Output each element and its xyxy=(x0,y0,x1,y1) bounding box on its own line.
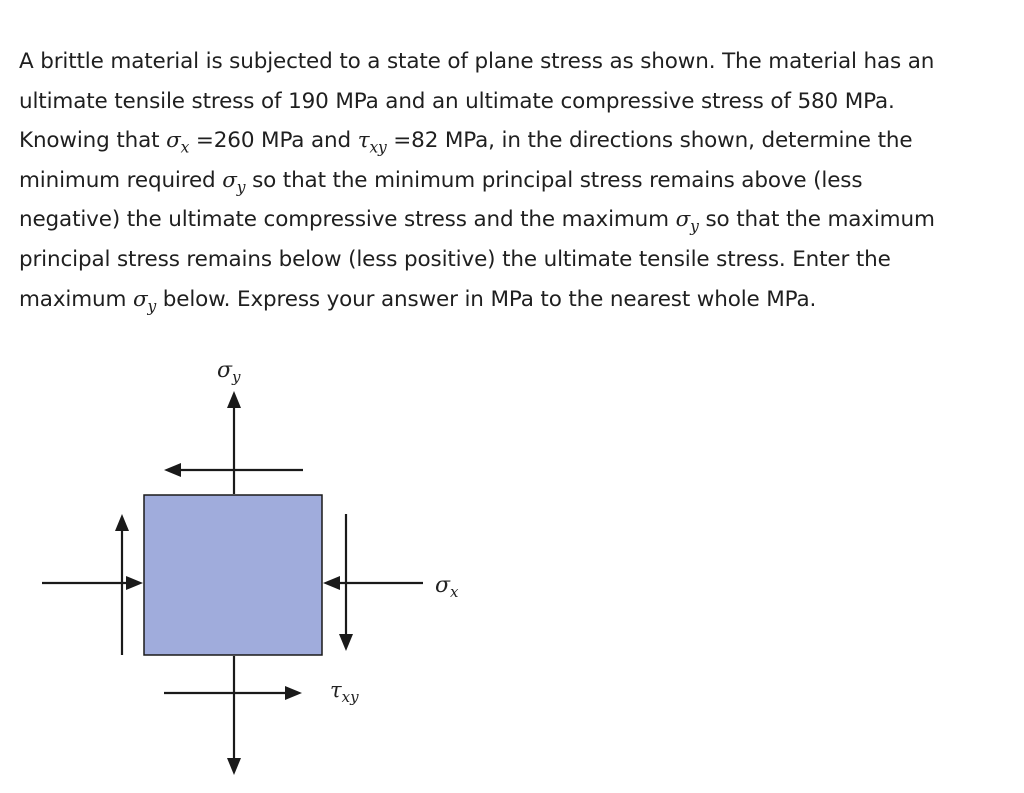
line3-mid: =260 MPa and xyxy=(195,128,351,154)
line7-post: below. Express your answer in MPa to the nearest whole MPa. xyxy=(162,286,817,312)
problem-line-6: principal stress remains below (less positive) the ultimate tensile stress. Enter the xyxy=(19,246,891,272)
sigma-x-left-arrow xyxy=(42,576,143,590)
sigma-x-right-arrow xyxy=(323,576,423,590)
problem-line-2: ultimate tensile stress of 190 MPa and an ultimate compressive stress of 580 MPa. xyxy=(19,88,895,114)
tau-xy-sub: xy xyxy=(369,138,387,157)
sigma-y-sub: y xyxy=(690,217,699,236)
sigma-x-sub: x xyxy=(180,138,190,157)
sigma-x-base: σ xyxy=(166,128,181,154)
sigma-y-sub: y xyxy=(147,296,157,315)
line4-post: so that the minimum principal stress remains above (less xyxy=(252,167,863,193)
stress-element xyxy=(144,495,322,655)
sigma-y-base: σ xyxy=(132,286,148,312)
sigma-y-base: σ xyxy=(222,167,237,193)
sigma-y-label: $\sigma_y$ xyxy=(217,358,241,386)
line7-pre: maximum xyxy=(19,286,127,312)
line3-pre: Knowing that xyxy=(19,128,160,154)
problem-line-1: A brittle material is subjected to a state of plane stress as shown. The material has an xyxy=(19,49,935,74)
tau-xy-label: $\tau_{xy}$ xyxy=(330,678,359,706)
line5-post: so that the maximum xyxy=(705,207,935,233)
line4-pre: minimum required xyxy=(19,167,216,193)
tau-xy-base: τ xyxy=(357,128,370,154)
sigma-y-sub: y xyxy=(236,178,246,197)
sigma-y-top-arrow xyxy=(227,391,241,494)
sigma-x-label: $\sigma_x$ xyxy=(435,573,459,601)
line3-post: =82 MPa, in the directions shown, determine the xyxy=(393,128,913,154)
sigma-y-bottom-arrow xyxy=(227,656,241,775)
sigma-y-base: σ xyxy=(675,207,691,233)
line5-pre: negative) the ultimate compressive stress and the maximum xyxy=(19,207,669,233)
